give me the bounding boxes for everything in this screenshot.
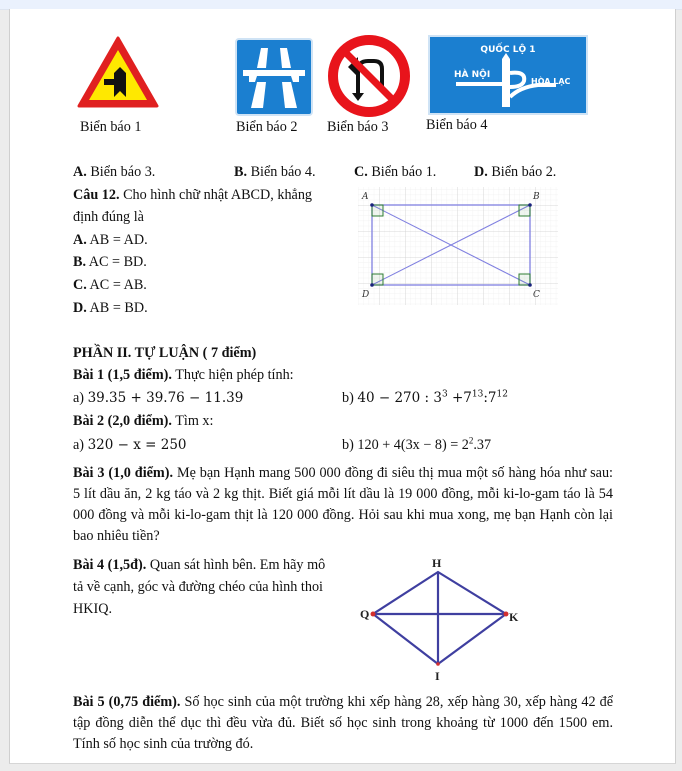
option-text: AC = AB.: [86, 277, 147, 293]
option-text: Biển báo 4.: [247, 164, 316, 180]
direction-sign-icon: [428, 35, 588, 115]
option-key: B.: [234, 164, 248, 180]
sign-1: [76, 35, 160, 109]
q11-option-b: [234, 161, 316, 183]
option-text: AC = BD.: [86, 254, 147, 270]
exponent: 2: [468, 435, 474, 446]
bai1-b-expression: [357, 390, 508, 406]
expr-part: .37: [473, 437, 492, 453]
bai3-text: Mẹ bạn Hạnh mang 500 000 đồng đi siêu thị mua một số hàng hóa như sau: 5 lít dầu ăn, 2 kg táo và 2 kg thịt. Biết giá mỗi lít dầu là 19 000 đồng, mỗi ki-lo-gam táo là 54 000 đồng và mỗi ki-lo-gam thịt là 120 000 đồng. Hỏi sau khi mua xong, mẹ bạn Hạnh còn lại bao nhiêu tiền?: [73, 465, 613, 544]
q12-prompt-line2: định đúng là: [73, 209, 144, 225]
no-u-turn-left-icon: [328, 35, 410, 117]
option-text: AB = AD.: [86, 232, 148, 248]
q12-prompt-line1: [73, 184, 312, 206]
bai4-text: Quan sát hình bên. Em hãy mô: [146, 557, 326, 573]
q11-option-a: [73, 161, 155, 183]
option-key: D.: [474, 164, 488, 180]
vertex-label-a: A: [362, 192, 369, 202]
document-page: [9, 9, 676, 764]
expr-part: 40 − 270 : 3: [357, 390, 442, 406]
exponent: 3: [441, 389, 448, 400]
rhombus-hkiq-figure: [352, 554, 532, 684]
vertex-label-i: I: [435, 669, 440, 683]
vertex-label-c: C: [533, 290, 540, 300]
bai4-label: Bài 4 (1,5đ).: [73, 557, 147, 573]
option-key: C.: [73, 277, 87, 293]
part2-title: PHẦN II. TỰ LUẬN ( 7 điểm): [73, 345, 257, 361]
vertex-label-d: D: [362, 290, 370, 300]
bai1-text: Thực hiện phép tính:: [171, 367, 294, 383]
bai2-label: Bài 2 (2,0 điểm).: [73, 413, 172, 429]
bai1-b: [342, 387, 508, 409]
warning-triangle-side-road-icon: [76, 35, 160, 109]
option-text: Biển báo 2.: [487, 164, 557, 180]
bai5-paragraph: [73, 692, 613, 755]
bai4-line1: [73, 554, 325, 576]
q12-option-a: [73, 229, 148, 251]
rhombus-diagram: [352, 554, 532, 684]
option-text: AB = BD.: [86, 300, 148, 316]
q12-option-b: [73, 251, 147, 273]
vertex-label-b: B: [533, 192, 540, 202]
exponent: 12: [496, 389, 508, 400]
bai2-b: [342, 434, 491, 456]
sign-3: [328, 35, 410, 117]
bai1-label: Bài 1 (1,5 điểm).: [73, 367, 172, 383]
option-text: Biển báo 1.: [367, 164, 437, 180]
option-key: A.: [73, 232, 87, 248]
sign-4: [428, 35, 588, 115]
option-key: B.: [73, 254, 87, 270]
bai4-line3: HKIQ.: [73, 601, 113, 617]
expr-part: 120 + 4(3x − 8) = 2: [357, 437, 469, 453]
vertex-label-k: K: [509, 610, 519, 624]
q12-text: Cho hình chữ nhật ABCD, khẳng: [119, 187, 313, 203]
expr-part: +7: [447, 390, 472, 406]
sign-2: [235, 38, 313, 116]
bai3-paragraph: [73, 463, 613, 547]
bai2-b-expression: [357, 437, 491, 453]
bai5-label: Bài 5 (0,75 điểm).: [73, 694, 181, 710]
bai2-a: [73, 434, 187, 456]
bai2-a-expression: 320 − x = 250: [87, 437, 187, 453]
sign-4-right-text: HÒA LẠC: [531, 77, 571, 86]
bai2-text: Tìm x:: [171, 413, 214, 429]
bai5-text: Số học sinh của một trường khi xếp hàng 28, xếp hàng 30, xếp hàng 42 để tập đồng diễn thể dục thì đều vừa đủ. Biết số học sinh trong khoảng từ 1000 đến 1500 em. Tính số học sinh của trường đó.: [73, 694, 613, 752]
sign-2-caption: Biển báo 2: [236, 119, 298, 135]
option-text: Biển báo 3.: [86, 164, 156, 180]
option-key: A.: [73, 164, 87, 180]
option-key: D.: [73, 300, 87, 316]
sign-4-top-text: QUỐC LỘ 1: [480, 45, 536, 55]
bai4-line2: tả về cạnh, góc và đường chéo của hình thoi: [73, 579, 323, 595]
item-prefix: b): [342, 437, 358, 453]
exponent: 13: [471, 389, 484, 400]
rectangle-diagram: [358, 187, 558, 305]
bai1-a-expression: 39.35 + 39.76 − 11.39: [87, 390, 244, 406]
item-prefix: a): [73, 437, 88, 453]
sign-1-caption: Biển báo 1: [80, 119, 142, 135]
sign-4-caption: Biển báo 4: [426, 117, 488, 133]
rectangle-abcd-figure: [358, 187, 558, 305]
vertex-label-h: H: [432, 556, 442, 570]
sign-4-left-text: HÀ NỘI: [454, 70, 491, 80]
bai1-a: [73, 387, 243, 409]
option-key: C.: [354, 164, 368, 180]
item-prefix: a): [73, 390, 88, 406]
motorway-icon: [235, 38, 313, 116]
bai3-label: Bài 3 (1,0 điểm).: [73, 465, 174, 481]
q12-option-d: [73, 297, 148, 319]
expr-part: :7: [483, 390, 497, 406]
q12-label: Câu 12.: [73, 187, 120, 203]
sign-3-caption: Biển báo 3: [327, 119, 389, 135]
vertex-label-q: Q: [360, 607, 370, 621]
item-prefix: b): [342, 390, 358, 406]
q12-option-c: [73, 274, 147, 296]
bai2-heading: [73, 410, 213, 432]
bai1-heading: [73, 364, 294, 386]
q11-option-d: [474, 161, 556, 183]
q11-option-c: [354, 161, 436, 183]
